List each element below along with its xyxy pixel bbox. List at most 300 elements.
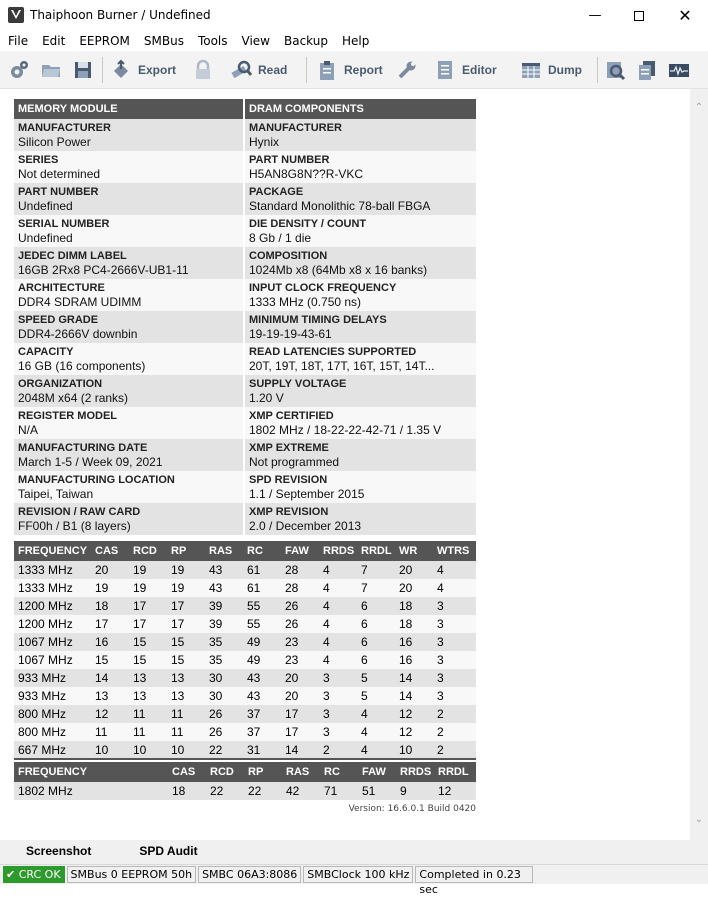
table-cell: 17 — [129, 615, 167, 633]
table-cell: 10 — [91, 741, 129, 759]
table-cell: 13 — [167, 687, 205, 705]
table-cell: 26 — [205, 705, 243, 723]
column-header: FAW — [358, 762, 396, 782]
xmp-header-row — [14, 762, 476, 782]
module-field — [14, 503, 243, 535]
menu-eeprom[interactable]: EEPROM — [79, 34, 130, 48]
table-cell: 11 — [167, 705, 205, 723]
table-cell: 4 — [319, 615, 357, 633]
table-cell: 14 — [395, 669, 433, 687]
minimize-button[interactable] — [572, 0, 618, 31]
table-cell: 13 — [129, 687, 167, 705]
table-cell: 6 — [357, 651, 395, 669]
table-cell: 31 — [243, 741, 281, 759]
maximize-icon — [634, 11, 644, 21]
timing-header-row — [14, 541, 476, 561]
table-cell: 4 — [319, 579, 357, 597]
dram-components-header: DRAM COMPONENTS — [245, 99, 476, 119]
table-row — [14, 687, 476, 705]
column-header: RRDS — [319, 541, 357, 561]
field-value: Hynix — [249, 135, 280, 149]
spec-row — [14, 503, 476, 535]
table-cell: 12 — [434, 782, 476, 800]
table-cell: 15 — [129, 651, 167, 669]
table-cell: 3 — [433, 633, 476, 651]
smbc-status: SMBC 06A3:8086 — [198, 866, 301, 883]
field-value: 8 Gb / 1 die — [249, 231, 312, 245]
dram-field — [245, 343, 476, 375]
table-cell: 4 — [319, 651, 357, 669]
table-cell: 14 — [281, 741, 319, 759]
spec-row — [14, 279, 476, 311]
toolbar — [0, 51, 708, 89]
table-cell: 19 — [91, 579, 129, 597]
table-cell: 23 — [281, 633, 319, 651]
module-field — [14, 375, 243, 407]
dram-field — [245, 439, 476, 471]
table-cell: 1802 MHz — [14, 782, 168, 800]
check-icon: ✔ — [6, 868, 16, 881]
table-cell: 3 — [433, 597, 476, 615]
spec-row — [14, 215, 476, 247]
field-value: 16 GB (16 components) — [18, 359, 146, 373]
table-cell: 35 — [205, 651, 243, 669]
table-cell: 4 — [319, 633, 357, 651]
spec-row — [14, 151, 476, 183]
tab-screenshot[interactable]: Screenshot — [0, 840, 113, 864]
column-header: WTRS — [433, 541, 476, 561]
field-value: 1802 MHz / 18-22-22-42-71 / 1.35 V — [249, 423, 442, 437]
field-value: Undefined — [18, 231, 73, 245]
field-label: MANUFACTURING DATE — [18, 442, 148, 454]
field-label: SERIAL NUMBER — [18, 218, 110, 230]
field-value: 2048M x64 (2 ranks) — [18, 391, 129, 405]
table-cell: 20 — [91, 561, 129, 579]
table-cell: 23 — [281, 651, 319, 669]
column-header: RC — [243, 541, 281, 561]
table-cell: 4 — [357, 705, 395, 723]
table-cell: 15 — [91, 651, 129, 669]
table-cell: 933 MHz — [14, 669, 91, 687]
title-bar — [0, 0, 708, 31]
dram-field — [245, 279, 476, 311]
scroll-down-icon[interactable]: ⌄ — [694, 814, 704, 825]
table-cell: 49 — [243, 633, 281, 651]
table-cell: 26 — [281, 615, 319, 633]
module-field — [14, 407, 243, 439]
dump-button[interactable] — [520, 58, 582, 82]
table-cell: 17 — [167, 597, 205, 615]
table-cell: 30 — [205, 669, 243, 687]
folder-icon — [40, 59, 62, 81]
smbclock-status: SMBClock 100 kHz — [303, 866, 413, 883]
table-cell: 16 — [91, 633, 129, 651]
dram-field — [245, 375, 476, 407]
field-value: DDR4 SDRAM UDIMM — [18, 295, 142, 309]
export-button[interactable] — [110, 58, 176, 82]
bottom-tabs — [0, 840, 708, 864]
maximize-button[interactable] — [616, 0, 662, 31]
spec-row — [14, 439, 476, 471]
table-cell: 4 — [319, 597, 357, 615]
read-label: Read — [258, 63, 288, 77]
table-row — [14, 633, 476, 651]
field-label: XMP REVISION — [249, 506, 329, 518]
table-cell: 26 — [281, 597, 319, 615]
field-value: Standard Monolithic 78-ball FBGA — [249, 199, 431, 213]
table-cell: 800 MHz — [14, 705, 91, 723]
close-icon: ✕ — [678, 6, 692, 25]
spec-row — [14, 183, 476, 215]
table-cell: 13 — [167, 669, 205, 687]
scroll-up-icon[interactable]: ⌃ — [694, 102, 704, 113]
column-header: RRDL — [434, 762, 476, 782]
export-icon — [110, 59, 132, 81]
field-value: DDR4-2666V downbin — [18, 327, 138, 341]
menu-edit[interactable]: Edit — [42, 34, 66, 48]
table-cell: 26 — [205, 723, 243, 741]
field-label: PART NUMBER — [249, 154, 330, 166]
field-label: DIE DENSITY / COUNT — [249, 218, 367, 230]
lock-icon — [192, 59, 214, 81]
table-cell: 22 — [206, 782, 244, 800]
field-value: 20T, 19T, 18T, 17T, 16T, 15T, 14T... — [249, 359, 435, 373]
column-header: RCD — [129, 541, 167, 561]
column-header: WR — [395, 541, 433, 561]
table-cell: 1200 MHz — [14, 615, 91, 633]
table-cell: 3 — [433, 615, 476, 633]
table-cell: 11 — [129, 705, 167, 723]
dram-field — [245, 471, 476, 503]
table-cell: 20 — [281, 687, 319, 705]
table-cell: 17 — [281, 705, 319, 723]
table-cell: 43 — [205, 579, 243, 597]
table-cell: 49 — [243, 651, 281, 669]
table-cell: 12 — [395, 723, 433, 741]
field-label: XMP EXTREME — [249, 442, 329, 454]
wrench-icon — [396, 59, 418, 81]
module-field — [14, 247, 243, 279]
xmp-timing-table — [14, 762, 476, 800]
table-cell: 5 — [357, 669, 395, 687]
editor-label: Editor — [462, 63, 497, 77]
read-magnifier-icon — [230, 59, 252, 81]
module-field — [14, 279, 243, 311]
report-button[interactable] — [316, 58, 383, 82]
table-cell: 10 — [395, 741, 433, 759]
field-value: Taipei, Taiwan — [18, 487, 94, 501]
read-button[interactable] — [230, 58, 287, 82]
field-value: 2.0 / December 2013 — [249, 519, 362, 533]
field-label: MANUFACTURER — [249, 122, 342, 134]
table-cell: 7 — [357, 579, 395, 597]
table-row — [14, 597, 476, 615]
table-cell: 28 — [281, 561, 319, 579]
column-header: FAW — [281, 541, 319, 561]
dump-table-icon — [520, 59, 542, 81]
table-cell: 20 — [395, 579, 433, 597]
table-cell: 1333 MHz — [14, 579, 91, 597]
app-logo-icon — [8, 7, 24, 23]
settings-button[interactable] — [8, 58, 30, 82]
table-cell: 19 — [167, 579, 205, 597]
clipboard-icon — [316, 59, 338, 81]
table-cell: 4 — [357, 741, 395, 759]
table-cell: 4 — [319, 561, 357, 579]
table-cell: 2 — [433, 705, 476, 723]
memory-module-header: MEMORY MODULE — [14, 99, 243, 119]
spec-row — [14, 407, 476, 439]
spec-row — [14, 247, 476, 279]
column-header: FREQUENCY — [14, 762, 168, 782]
module-search-icon — [604, 59, 626, 81]
column-header: RC — [320, 762, 358, 782]
field-label: XMP CERTIFIED — [249, 410, 334, 422]
menu-bar — [0, 31, 708, 51]
table-cell: 28 — [281, 579, 319, 597]
module-field — [14, 311, 243, 343]
completed-status: Completed in 0.23 sec — [415, 866, 533, 883]
field-value: 1.1 / September 2015 — [249, 487, 365, 501]
table-cell: 18 — [168, 782, 206, 800]
table-cell: 3 — [319, 669, 357, 687]
table-cell: 18 — [395, 615, 433, 633]
table-row — [14, 705, 476, 723]
table-cell: 43 — [243, 669, 281, 687]
table-cell: 11 — [91, 723, 129, 741]
signal-waveform-icon — [668, 59, 690, 81]
spec-header-row — [14, 99, 476, 119]
table-cell: 13 — [91, 687, 129, 705]
dram-field — [245, 247, 476, 279]
field-value: 16GB 2Rx8 PC4-2666V-UB1-11 — [18, 263, 189, 277]
field-value: 1333 MHz (0.750 ns) — [249, 295, 362, 309]
table-cell: 12 — [91, 705, 129, 723]
open-button[interactable] — [40, 58, 62, 82]
table-cell: 933 MHz — [14, 687, 91, 705]
field-value: March 1-5 / Week 09, 2021 — [18, 455, 163, 469]
field-label: REVISION / RAW CARD — [18, 506, 141, 518]
table-cell: 11 — [129, 723, 167, 741]
column-header: FREQUENCY — [14, 541, 91, 561]
spec-row — [14, 343, 476, 375]
field-label: MANUFACTURER — [18, 122, 111, 134]
table-cell: 15 — [129, 633, 167, 651]
table-row — [14, 741, 476, 759]
table-cell: 55 — [243, 597, 281, 615]
table-row — [14, 723, 476, 741]
dump-label: Dump — [548, 63, 582, 77]
table-cell: 3 — [319, 723, 357, 741]
table-cell: 10 — [167, 741, 205, 759]
editor-button[interactable] — [434, 58, 497, 82]
table-cell: 43 — [243, 687, 281, 705]
table-cell: 4 — [357, 723, 395, 741]
copy-button[interactable] — [636, 58, 658, 82]
timing-table — [14, 541, 476, 759]
table-cell: 30 — [205, 687, 243, 705]
search-module-button[interactable] — [604, 58, 626, 82]
table-cell: 6 — [357, 633, 395, 651]
menu-tools[interactable]: Tools — [197, 34, 228, 48]
table-cell: 19 — [129, 561, 167, 579]
signal-button[interactable] — [668, 58, 690, 82]
column-header: RP — [244, 762, 282, 782]
field-value: FF00h / B1 (8 layers) — [18, 519, 131, 533]
table-cell: 667 MHz — [14, 741, 91, 759]
table-cell: 16 — [395, 651, 433, 669]
dram-field — [245, 407, 476, 439]
column-header: RAS — [282, 762, 320, 782]
field-label: COMPOSITION — [249, 250, 328, 262]
table-cell: 15 — [167, 633, 205, 651]
table-cell: 5 — [357, 687, 395, 705]
table-cell: 20 — [281, 669, 319, 687]
menu-backup[interactable]: Backup — [284, 34, 328, 48]
menu-file[interactable]: File — [8, 34, 29, 48]
table-cell: 7 — [357, 561, 395, 579]
module-field — [14, 471, 243, 503]
dram-field — [245, 215, 476, 247]
column-header: RRDL — [357, 541, 395, 561]
field-value: Not determined — [18, 167, 101, 181]
menu-view[interactable]: View — [241, 34, 270, 48]
table-cell: 1067 MHz — [14, 633, 91, 651]
window-title: Thaiphoon Burner / Undefined — [30, 8, 211, 22]
eeprom-status: SMBus 0 EEPROM 50h — [67, 866, 197, 883]
module-field — [14, 119, 243, 151]
spec-row — [14, 311, 476, 343]
table-cell: 1333 MHz — [14, 561, 91, 579]
field-value: 19-19-19-43-61 — [249, 327, 332, 341]
column-header: RP — [167, 541, 205, 561]
table-cell: 9 — [396, 782, 434, 800]
dram-field — [245, 151, 476, 183]
table-cell: 17 — [91, 615, 129, 633]
module-field — [14, 183, 243, 215]
column-header: RAS — [205, 541, 243, 561]
table-cell: 3 — [319, 687, 357, 705]
vertical-scrollbar[interactable] — [690, 89, 708, 840]
table-cell: 37 — [243, 705, 281, 723]
table-row — [14, 651, 476, 669]
table-cell: 17 — [167, 615, 205, 633]
close-button[interactable] — [662, 0, 708, 31]
field-value: Not programmed — [249, 455, 340, 469]
save-button[interactable] — [72, 58, 94, 82]
column-header: RCD — [206, 762, 244, 782]
column-header: CAS — [91, 541, 129, 561]
table-cell: 15 — [167, 651, 205, 669]
table-cell: 37 — [243, 723, 281, 741]
dram-field — [245, 503, 476, 535]
table-cell: 22 — [244, 782, 282, 800]
column-header: RRDS — [396, 762, 434, 782]
table-row — [14, 782, 476, 800]
field-value: Silicon Power — [18, 135, 91, 149]
field-label: PART NUMBER — [18, 186, 99, 198]
table-row — [14, 669, 476, 687]
dram-field — [245, 119, 476, 151]
field-label: SPEED GRADE — [18, 314, 99, 326]
field-label: MINIMUM TIMING DELAYS — [249, 314, 387, 326]
column-header: CAS — [168, 762, 206, 782]
table-cell: 39 — [205, 597, 243, 615]
floppy-disk-icon — [72, 59, 94, 81]
table-cell: 22 — [205, 741, 243, 759]
table-cell: 800 MHz — [14, 723, 91, 741]
table-cell: 6 — [357, 615, 395, 633]
table-cell: 4 — [433, 579, 476, 597]
spec-row — [14, 119, 476, 151]
module-field — [14, 215, 243, 247]
table-cell: 2 — [433, 741, 476, 759]
table-cell: 39 — [205, 615, 243, 633]
field-label: SPD REVISION — [249, 474, 328, 486]
table-cell: 3 — [433, 651, 476, 669]
table-cell: 18 — [91, 597, 129, 615]
module-field — [14, 151, 243, 183]
table-cell: 2 — [433, 723, 476, 741]
dram-field — [245, 183, 476, 215]
spec-row — [14, 471, 476, 503]
table-cell: 20 — [395, 561, 433, 579]
table-cell: 13 — [129, 669, 167, 687]
table-cell: 18 — [395, 597, 433, 615]
copy-document-icon — [636, 59, 658, 81]
menu-smbus[interactable]: SMBus — [143, 34, 184, 48]
table-cell: 19 — [167, 561, 205, 579]
module-field — [14, 343, 243, 375]
table-cell: 10 — [129, 741, 167, 759]
field-label: ARCHITECTURE — [18, 282, 105, 294]
field-label: PACKAGE — [249, 186, 304, 198]
tools-button[interactable] — [396, 58, 418, 82]
table-cell: 6 — [357, 597, 395, 615]
table-cell: 12 — [395, 705, 433, 723]
table-cell: 71 — [320, 782, 358, 800]
table-row — [14, 579, 476, 597]
gears-icon — [8, 59, 30, 81]
table-cell: 16 — [395, 633, 433, 651]
spec-row — [14, 375, 476, 407]
field-label: JEDEC DIMM LABEL — [18, 250, 127, 262]
status-bar — [0, 864, 708, 896]
crc-status: ✔ CRC OK — [3, 866, 65, 883]
menu-help[interactable]: Help — [342, 34, 370, 48]
export-label: Export — [138, 63, 177, 77]
minimize-icon: — — [588, 8, 602, 23]
table-cell: 1067 MHz — [14, 651, 91, 669]
table-cell: 55 — [243, 615, 281, 633]
field-label: SUPPLY VOLTAGE — [249, 378, 347, 390]
table-cell: 61 — [243, 579, 281, 597]
table-cell: 43 — [205, 561, 243, 579]
field-value: H5AN8G8N??R-VKC — [249, 167, 364, 181]
lock-button[interactable] — [192, 58, 214, 82]
xmp-separator — [14, 758, 476, 760]
field-label: READ LATENCIES SUPPORTED — [249, 346, 417, 358]
table-row — [14, 615, 476, 633]
field-value: N/A — [18, 423, 39, 437]
field-label: INPUT CLOCK FREQUENCY — [249, 282, 397, 294]
table-cell: 42 — [282, 782, 320, 800]
tab-spd-audit[interactable]: SPD Audit — [139, 844, 198, 858]
table-cell: 2 — [319, 741, 357, 759]
version-text: Version: 16.6.0.1 Build 0420 — [348, 804, 476, 814]
table-cell: 14 — [91, 669, 129, 687]
spec-table — [14, 99, 476, 535]
